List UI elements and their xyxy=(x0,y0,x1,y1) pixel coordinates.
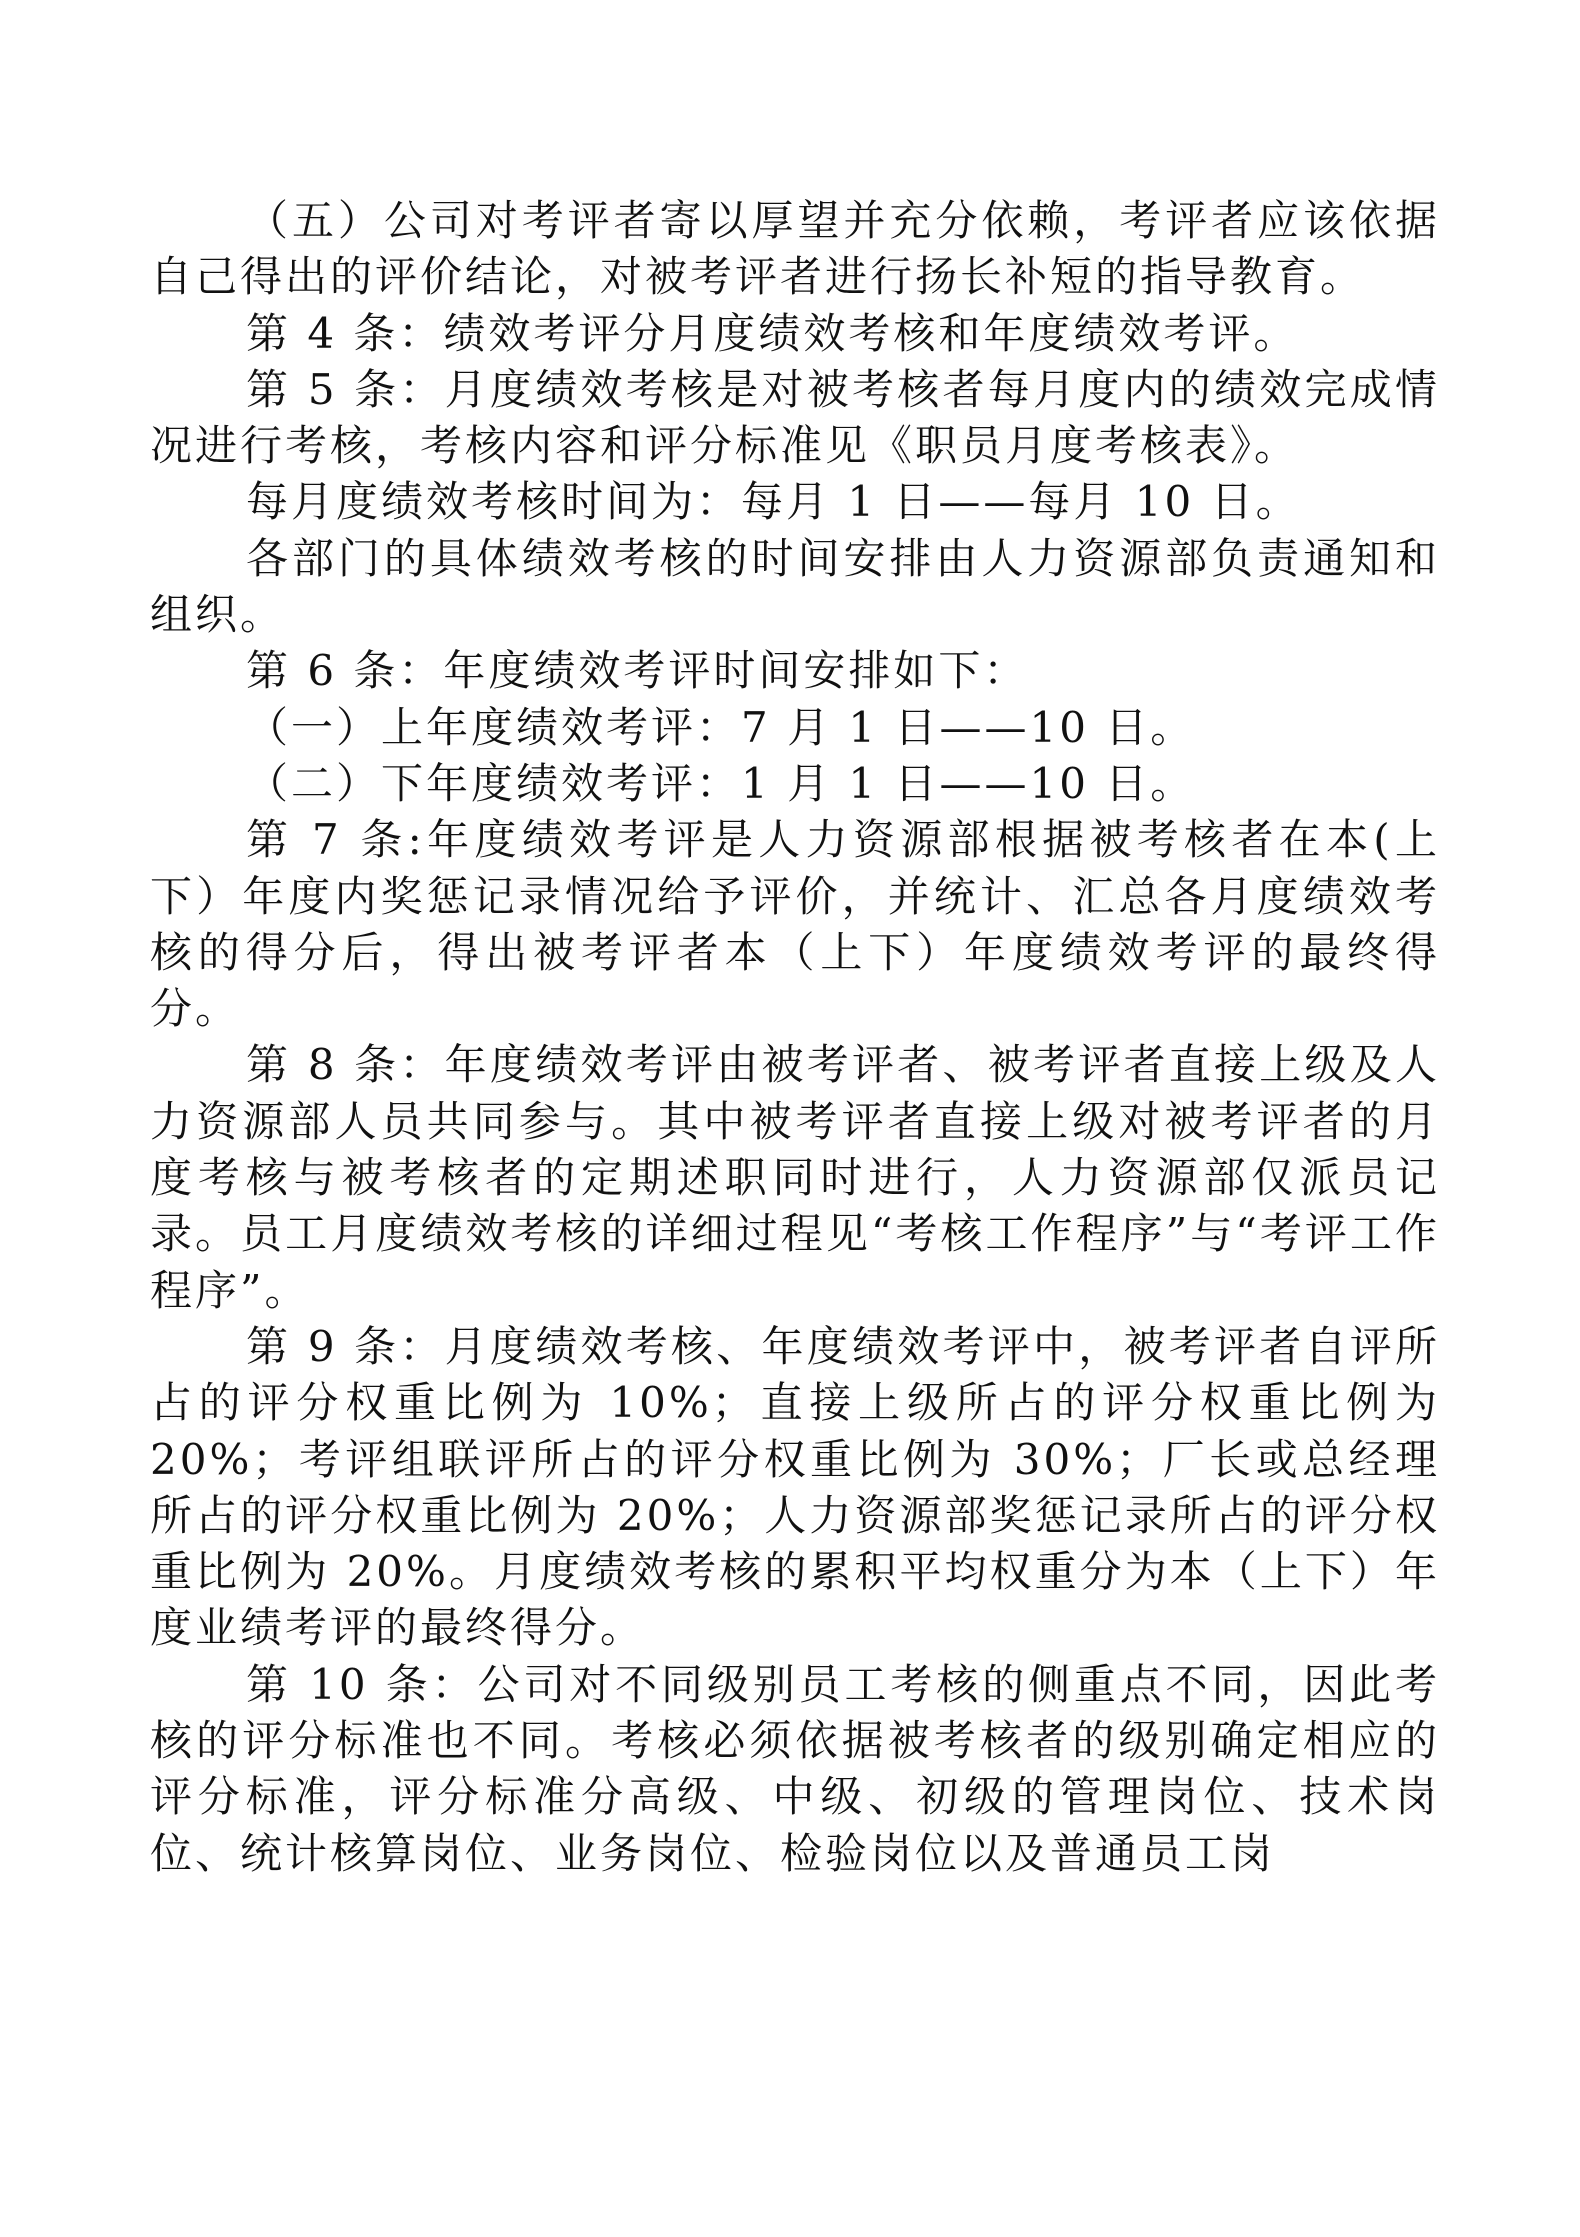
paragraph-item-five: （五）公司对考评者寄以厚望并充分依赖，考评者应该依据自己得出的评价结论，对被考评者进行扬长补短的指导教育。 xyxy=(150,196,1440,302)
paragraph-article-9: 第 9 条：月度绩效考核、年度绩效考评中，被考评者自评所占的评分权重比例为 10%；直接上级所占的评分权重比例为 20%；考评组联评所占的评分权重比例为 30%；厂长或总经理所占的评分权重比例为 20%；人力资源部奖惩记录所占的评分权重比例为 20%。月度绩效考核的累积平均权重分为本（上下）年度业绩考评的最终得分。 xyxy=(150,1321,1440,1653)
paragraph-department-schedule: 各部门的具体绩效考核的时间安排由人力资源部负责通知和组织。 xyxy=(150,533,1440,640)
paragraph-article-5: 第 5 条：月度绩效考核是对被考核者每月度内的绩效完成情况进行考核，考核内容和评分标准见《职员月度考核表》。 xyxy=(150,364,1440,471)
paragraph-article-8: 第 8 条：年度绩效考评由被考评者、被考评者直接上级及人力资源部人员共同参与。其中被考评者直接上级对被考评者的月度考核与被考核者的定期述职同时进行，人力资源部仅派员记录。员工月度绩效考核的详细过程见“考核工作程序”与“考评工作程序”。 xyxy=(150,1040,1440,1315)
paragraph-item-one: （一）上年度绩效考评：7 月 1 日——10 日。 xyxy=(246,702,1196,752)
paragraph-article-10: 第 10 条：公司对不同级别员工考核的侧重点不同，因此考核的评分标准也不同。考核必须依据被考核者的级别确定相应的评分标准，评分标准分高级、中级、初级的管理岗位、技术岗位、统计核算岗位、业务岗位、检验岗位以及普通员工岗 xyxy=(150,1659,1440,1878)
paragraph-monthly-schedule: 每月度绩效考核时间为：每月 1 日——每月 10 日。 xyxy=(246,477,1301,527)
document-body xyxy=(150,193,1440,1882)
paragraph-article-4: 第 4 条：绩效考评分月度绩效考核和年度绩效考评。 xyxy=(246,308,1299,358)
paragraph-article-6: 第 6 条：年度绩效考评时间安排如下： xyxy=(246,646,1029,696)
paragraph-article-7: 第 7 条:年度绩效考评是人力资源部根据被考核者在本(上下）年度内奖惩记录情况给予评价，并统计、汇总各月度绩效考核的得分后，得出被考评者本（上下）年度绩效考评的最终得分。 xyxy=(150,815,1440,1034)
paragraph-item-two: （二）下年度绩效考评：1 月 1 日——10 日。 xyxy=(246,758,1196,808)
